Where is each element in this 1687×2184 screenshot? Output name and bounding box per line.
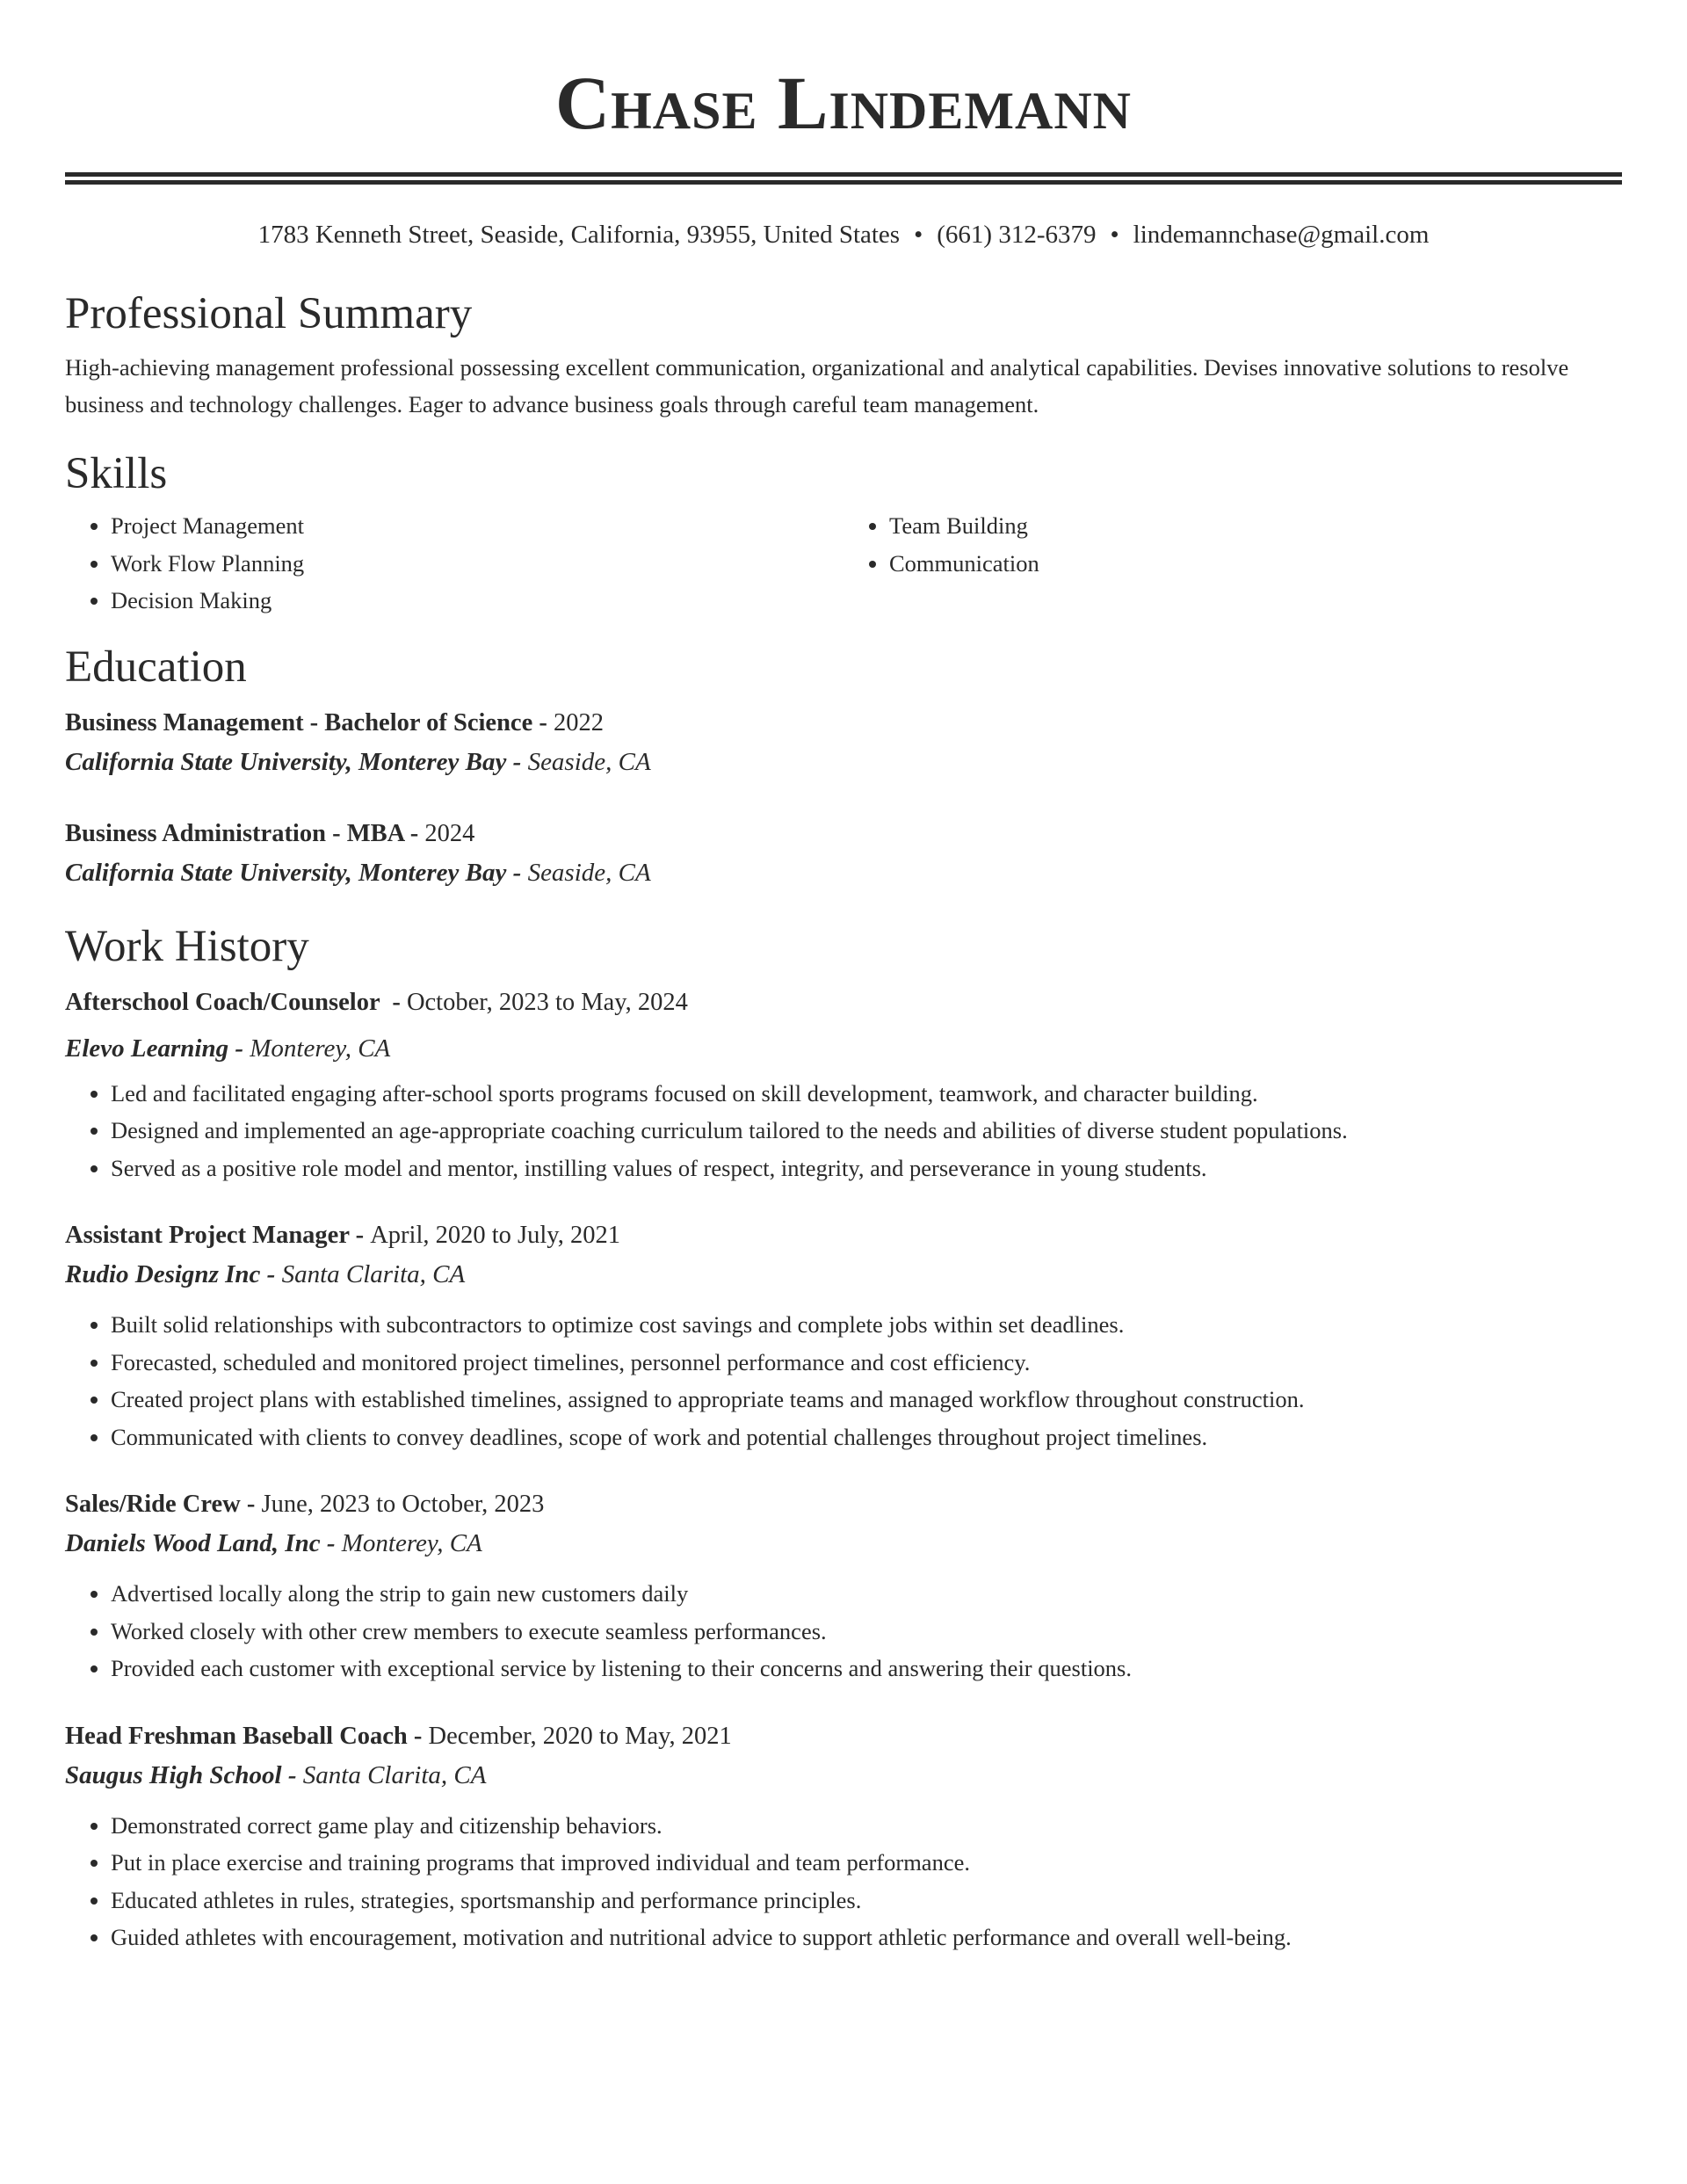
education-school-line	[65, 853, 1622, 892]
job-bullet: • Educated athletes in rules, strategies, sportsmanship and performance principles.	[111, 1882, 1622, 1919]
job-separator: -	[228, 1034, 250, 1063]
job-company: Elevo Learning	[65, 1034, 229, 1063]
contact-address: 1783 Kenneth Street, Seaside, California, 93955, United States	[257, 221, 901, 249]
job-entry	[65, 1485, 1622, 1687]
job-bullet: • Demonstrated correct game play and citizenship behaviors.	[111, 1807, 1622, 1845]
job-dates: December, 2020 to May, 2021	[428, 1722, 732, 1750]
job-company-line	[65, 1255, 1622, 1294]
skill-item: • Work Flow Planning	[111, 545, 844, 583]
job-role: Sales/Ride Crew	[65, 1491, 241, 1518]
education-degree: Business Administration - MBA	[65, 819, 404, 847]
education-location: Seaside, CA	[527, 858, 651, 887]
job-title-line	[65, 1216, 1622, 1255]
job-bullet: • Forecasted, scheduled and monitored project timelines, personnel performance and cost efficiency.	[111, 1344, 1622, 1382]
job-company: Rudio Designz Inc	[65, 1260, 261, 1288]
job-bullet: • Communicated with clients to convey deadlines, scope of work and potential challenges throughout project timelines.	[111, 1419, 1622, 1456]
job-dates: June, 2023 to October, 2023	[261, 1491, 545, 1518]
job-separator: -	[349, 1222, 371, 1249]
job-title-line	[65, 1717, 1622, 1756]
education-school: California State University, Monterey Bay	[65, 747, 507, 776]
contact-separator: •	[1110, 221, 1119, 249]
job-separator: -	[240, 1491, 262, 1518]
job-dates: April, 2020 to July, 2021	[370, 1222, 620, 1249]
job-bullets	[65, 1075, 1622, 1187]
job-location: Monterey, CA	[341, 1529, 482, 1557]
job-company: Saugus High School	[65, 1760, 282, 1789]
education-entry	[65, 704, 1622, 781]
job-separator: -	[260, 1260, 282, 1288]
education-separator: -	[532, 708, 554, 736]
skill-item: • Decision Making	[111, 582, 844, 620]
job-entry	[65, 1216, 1622, 1455]
job-bullet: • Created project plans with established timelines, assigned to appropriate teams and managed workflow throughout construction.	[111, 1381, 1622, 1419]
job-bullet: • Designed and implemented an age-appropriate coaching curriculum tailored to the needs and abilities of diverse student populations.	[111, 1112, 1622, 1150]
job-bullets	[65, 1807, 1622, 1956]
education-degree-line	[65, 815, 1622, 853]
job-title-line	[65, 983, 1622, 1022]
work-history-heading: Work History	[65, 921, 309, 971]
job-location: Santa Clarita, CA	[281, 1260, 466, 1288]
contact-email: lindemannchase@gmail.com	[1133, 221, 1430, 249]
job-separator: -	[320, 1529, 342, 1557]
candidate-name: Chase Lindemann	[554, 61, 1132, 145]
job-bullets	[65, 1306, 1622, 1455]
job-bullet: • Led and facilitated engaging after-school sports programs focused on skill development, teamwork, and character building.	[111, 1075, 1622, 1113]
education-entry	[65, 815, 1622, 892]
job-title-line	[65, 1485, 1622, 1524]
education-degree: Business Management - Bachelor of Science	[65, 708, 533, 736]
job-location: Monterey, CA	[250, 1034, 391, 1063]
job-bullet: • Put in place exercise and training programs that improved individual and team performance.	[111, 1844, 1622, 1882]
job-bullets	[65, 1575, 1622, 1687]
header-divider	[65, 172, 1622, 185]
education-school-line	[65, 743, 1622, 781]
job-location: Santa Clarita, CA	[302, 1760, 487, 1789]
contact-line	[65, 217, 1622, 252]
education-school: California State University, Monterey Bay	[65, 858, 507, 887]
education-separator: -	[506, 858, 528, 887]
skill-item: • Team Building	[889, 507, 1622, 545]
job-entry	[65, 1717, 1622, 1956]
job-entry	[65, 983, 1622, 1187]
job-company-line	[65, 1756, 1622, 1795]
skill-item: • Communication	[889, 545, 1622, 583]
job-separator: -	[407, 1722, 429, 1750]
job-bullet: • Guided athletes with encouragement, motivation and nutritional advice to support athletic performance and overall well-being.	[111, 1919, 1622, 1956]
job-company: Daniels Wood Land, Inc	[65, 1529, 321, 1557]
job-bullet: • Provided each customer with exceptional service by listening to their concerns and answering their questions.	[111, 1650, 1622, 1687]
skills-list	[65, 507, 1622, 620]
job-bullet: • Worked closely with other crew members to execute seamless performances.	[111, 1613, 1622, 1651]
education-year: 2024	[424, 819, 475, 847]
education-separator: -	[506, 747, 528, 776]
contact-phone: (661) 312-6379	[937, 221, 1097, 249]
job-separator: -	[281, 1760, 303, 1789]
skills-column-left	[65, 507, 844, 620]
job-separator: -	[380, 988, 407, 1016]
job-role: Head Freshman Baseball Coach	[65, 1722, 408, 1750]
job-bullet: • Served as a positive role model and mentor, instilling values of respect, integrity, and perseverance in young students.	[111, 1150, 1622, 1187]
education-separator: -	[403, 819, 425, 847]
job-company-line	[65, 1029, 1622, 1068]
job-bullet: • Advertised locally along the strip to gain new customers daily	[111, 1575, 1622, 1613]
summary-text: High-achieving management professional possessing excellent communication, organizational and analytical capabilities. Devises innovative solutions to resolve business and technology challenges. Eager to advance business goals through careful team management.	[65, 354, 1569, 417]
skill-item: • Project Management	[111, 507, 844, 545]
job-company-line	[65, 1524, 1622, 1563]
education-degree-line	[65, 704, 1622, 743]
job-role: Afterschool Coach/Counselor	[65, 988, 380, 1016]
education-heading: Education	[65, 642, 247, 692]
summary-heading: Professional Summary	[65, 289, 473, 338]
job-dates: October, 2023 to May, 2024	[406, 988, 688, 1016]
skills-column-right	[844, 507, 1622, 620]
education-year: 2022	[553, 708, 604, 736]
education-location: Seaside, CA	[527, 747, 651, 776]
skills-heading: Skills	[65, 449, 168, 498]
job-role: Assistant Project Manager	[65, 1222, 350, 1249]
job-bullet: • Built solid relationships with subcontractors to optimize cost savings and complete jobs within set deadlines.	[111, 1306, 1622, 1344]
contact-separator: •	[914, 221, 923, 249]
